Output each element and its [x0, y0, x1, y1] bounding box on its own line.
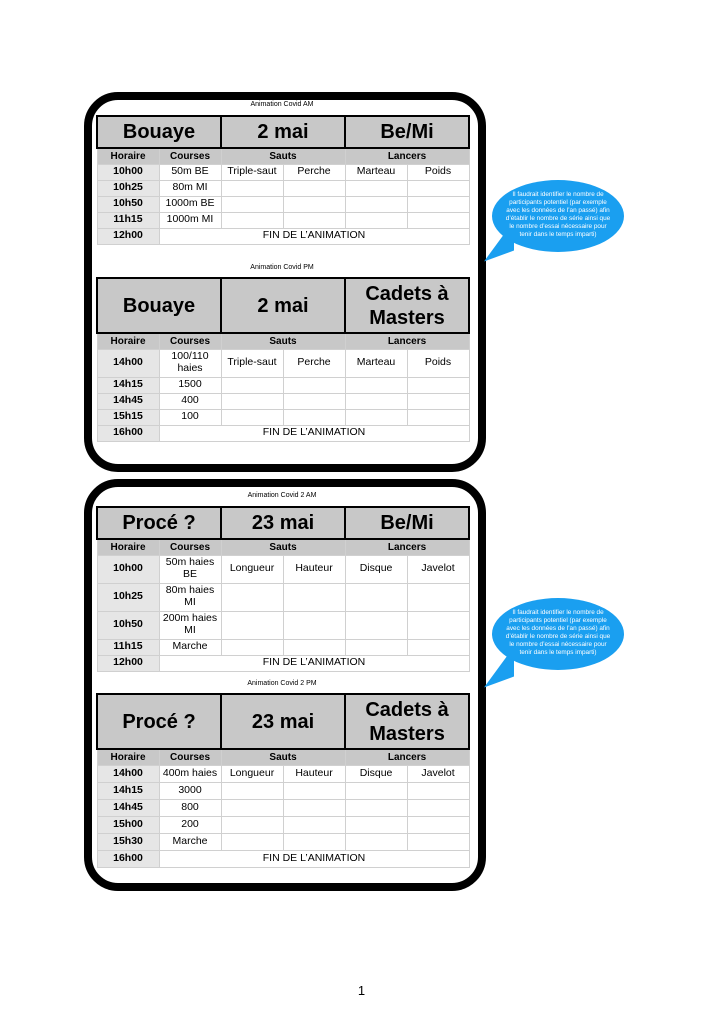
- header-horaire: Horaire: [97, 539, 159, 555]
- event-cell: Longueur: [221, 765, 283, 782]
- banner-date: 2 mai: [221, 278, 345, 333]
- empty-cell: [407, 833, 469, 850]
- empty-cell: [345, 611, 407, 639]
- table-row: [97, 377, 469, 393]
- course-cell: 1000m BE: [159, 196, 221, 212]
- event-cell: Disque: [345, 765, 407, 782]
- table-row: [97, 833, 469, 850]
- banner-location: Procé ?: [97, 694, 221, 749]
- empty-cell: [407, 212, 469, 228]
- table-row: [97, 639, 469, 655]
- event-cell: Hauteur: [283, 765, 345, 782]
- empty-cell: [407, 377, 469, 393]
- table-row: [97, 393, 469, 409]
- empty-cell: [345, 583, 407, 611]
- banner-row: [97, 507, 469, 539]
- course-cell: 50m haies BE: [159, 555, 221, 583]
- course-cell: Marche: [159, 833, 221, 850]
- empty-cell: [221, 833, 283, 850]
- time-cell: 11h15: [97, 212, 159, 228]
- empty-cell: [283, 377, 345, 393]
- schedule-table: [96, 693, 470, 868]
- banner-location: Bouaye: [97, 116, 221, 148]
- empty-cell: [407, 799, 469, 816]
- empty-cell: [221, 196, 283, 212]
- course-cell: 400m haies: [159, 765, 221, 782]
- section-title: Animation Covid PM: [250, 264, 314, 271]
- empty-cell: [283, 782, 345, 799]
- course-cell: 80m haies MI: [159, 583, 221, 611]
- empty-cell: [407, 409, 469, 425]
- table-row: [97, 164, 469, 180]
- empty-cell: [221, 583, 283, 611]
- end-row: [97, 425, 469, 441]
- schedule-table: [96, 115, 470, 245]
- table-row: [97, 349, 469, 377]
- time-cell: 10h00: [97, 164, 159, 180]
- header-horaire: Horaire: [97, 749, 159, 765]
- end-label: FIN DE L’ANIMATION: [159, 655, 469, 671]
- table-row: [97, 583, 469, 611]
- event-cell: Perche: [283, 349, 345, 377]
- event-cell: Marteau: [345, 164, 407, 180]
- table-row: [97, 799, 469, 816]
- end-row: [97, 228, 469, 244]
- time-cell: 10h50: [97, 196, 159, 212]
- table-row: [97, 816, 469, 833]
- time-cell: 10h00: [97, 555, 159, 583]
- empty-cell: [345, 799, 407, 816]
- empty-cell: [283, 409, 345, 425]
- course-cell: 1000m MI: [159, 212, 221, 228]
- table-row: [97, 765, 469, 782]
- table-row: [97, 180, 469, 196]
- header-courses: Courses: [159, 749, 221, 765]
- time-cell: 10h25: [97, 180, 159, 196]
- empty-cell: [221, 611, 283, 639]
- event-cell: Triple-saut: [221, 349, 283, 377]
- empty-cell: [283, 833, 345, 850]
- header-horaire: Horaire: [97, 333, 159, 349]
- empty-cell: [221, 799, 283, 816]
- empty-cell: [345, 212, 407, 228]
- time-cell: 15h00: [97, 816, 159, 833]
- event-cell: Javelot: [407, 555, 469, 583]
- course-cell: 100/110 haies: [159, 349, 221, 377]
- empty-cell: [345, 639, 407, 655]
- header-sauts: Sauts: [221, 148, 345, 164]
- banner-location: Bouaye: [97, 278, 221, 333]
- empty-cell: [221, 816, 283, 833]
- header-row: [97, 749, 469, 765]
- time-cell: 14h00: [97, 765, 159, 782]
- time-cell: 14h00: [97, 349, 159, 377]
- course-cell: 80m MI: [159, 180, 221, 196]
- section-title: Animation Covid AM: [250, 101, 314, 108]
- empty-cell: [407, 639, 469, 655]
- section-title: Animation Covid 2 PM: [247, 680, 317, 687]
- empty-cell: [221, 409, 283, 425]
- banner-category: Be/Mi: [345, 507, 469, 539]
- header-courses: Courses: [159, 539, 221, 555]
- time-cell: 12h00: [97, 228, 159, 244]
- time-cell: 14h45: [97, 799, 159, 816]
- course-cell: 1500: [159, 377, 221, 393]
- header-sauts: Sauts: [221, 333, 345, 349]
- empty-cell: [345, 196, 407, 212]
- banner-row: [97, 278, 469, 333]
- table-row: [97, 409, 469, 425]
- time-cell: 14h45: [97, 393, 159, 409]
- schedule-table: [96, 506, 470, 672]
- time-cell: 14h15: [97, 377, 159, 393]
- empty-cell: [221, 639, 283, 655]
- empty-cell: [407, 180, 469, 196]
- schedule-table: [96, 277, 470, 442]
- time-cell: 15h30: [97, 833, 159, 850]
- banner-date: 23 mai: [221, 694, 345, 749]
- header-courses: Courses: [159, 333, 221, 349]
- header-lancers: Lancers: [345, 148, 469, 164]
- empty-cell: [283, 583, 345, 611]
- empty-cell: [407, 782, 469, 799]
- event-cell: Poids: [407, 164, 469, 180]
- event-cell: Disque: [345, 555, 407, 583]
- empty-cell: [345, 782, 407, 799]
- header-courses: Courses: [159, 148, 221, 164]
- banner-date: 2 mai: [221, 116, 345, 148]
- course-cell: Marche: [159, 639, 221, 655]
- empty-cell: [345, 180, 407, 196]
- table-row: [97, 555, 469, 583]
- empty-cell: [283, 212, 345, 228]
- event-cell: Hauteur: [283, 555, 345, 583]
- empty-cell: [345, 833, 407, 850]
- banner-location: Procé ?: [97, 507, 221, 539]
- time-cell: 11h15: [97, 639, 159, 655]
- time-cell: 14h15: [97, 782, 159, 799]
- header-lancers: Lancers: [345, 333, 469, 349]
- header-sauts: Sauts: [221, 539, 345, 555]
- empty-cell: [283, 799, 345, 816]
- end-row: [97, 850, 469, 867]
- table-row: [97, 782, 469, 799]
- empty-cell: [407, 196, 469, 212]
- header-horaire: Horaire: [97, 148, 159, 164]
- empty-cell: [283, 611, 345, 639]
- header-row: [97, 148, 469, 164]
- banner-category: Cadets à Masters: [345, 694, 469, 749]
- event-cell: Javelot: [407, 765, 469, 782]
- banner-row: [97, 116, 469, 148]
- header-sauts: Sauts: [221, 749, 345, 765]
- course-cell: 3000: [159, 782, 221, 799]
- empty-cell: [283, 639, 345, 655]
- empty-cell: [221, 393, 283, 409]
- course-cell: 50m BE: [159, 164, 221, 180]
- speech-bubble-note: [492, 180, 624, 252]
- event-cell: Triple-saut: [221, 164, 283, 180]
- event-cell: Perche: [283, 164, 345, 180]
- page-number: 1: [357, 983, 366, 998]
- table-row: [97, 212, 469, 228]
- course-cell: 800: [159, 799, 221, 816]
- empty-cell: [221, 782, 283, 799]
- course-cell: 100: [159, 409, 221, 425]
- empty-cell: [345, 377, 407, 393]
- empty-cell: [407, 393, 469, 409]
- end-label: FIN DE L’ANIMATION: [159, 228, 469, 244]
- time-cell: 12h00: [97, 655, 159, 671]
- empty-cell: [407, 816, 469, 833]
- banner-date: 23 mai: [221, 507, 345, 539]
- note-text: Il faudrait identifier le nombre de participants potentiel (par exemple avec les données de l’an passé) afin d’établir le nombre de série ainsi que le nombre d’essai nécessaire pour tenir dans le temps imparti): [505, 191, 611, 238]
- empty-cell: [407, 611, 469, 639]
- event-cell: Marteau: [345, 349, 407, 377]
- empty-cell: [221, 212, 283, 228]
- end-label: FIN DE L’ANIMATION: [159, 425, 469, 441]
- banner-category: Be/Mi: [345, 116, 469, 148]
- course-cell: 200m haies MI: [159, 611, 221, 639]
- banner-row: [97, 694, 469, 749]
- time-cell: 16h00: [97, 850, 159, 867]
- banner-category: Cadets à Masters: [345, 278, 469, 333]
- event-cell: Poids: [407, 349, 469, 377]
- empty-cell: [283, 393, 345, 409]
- empty-cell: [345, 393, 407, 409]
- course-cell: 400: [159, 393, 221, 409]
- note-text: Il faudrait identifier le nombre de participants potentiel (par exemple avec les données de l’an passé) afin d’établir le nombre de série ainsi que le nombre d’essai nécessaire pour tenir dans le temps imparti): [505, 609, 611, 656]
- end-row: [97, 655, 469, 671]
- speech-bubble-note: [492, 598, 624, 670]
- section-title: Animation Covid 2 AM: [247, 492, 317, 499]
- table-row: [97, 196, 469, 212]
- time-cell: 10h50: [97, 611, 159, 639]
- course-cell: 200: [159, 816, 221, 833]
- time-cell: 16h00: [97, 425, 159, 441]
- empty-cell: [283, 180, 345, 196]
- empty-cell: [345, 409, 407, 425]
- empty-cell: [283, 196, 345, 212]
- event-cell: Longueur: [221, 555, 283, 583]
- header-row: [97, 539, 469, 555]
- table-row: [97, 611, 469, 639]
- header-row: [97, 333, 469, 349]
- time-cell: 10h25: [97, 583, 159, 611]
- header-lancers: Lancers: [345, 539, 469, 555]
- empty-cell: [221, 377, 283, 393]
- empty-cell: [283, 816, 345, 833]
- end-label: FIN DE L’ANIMATION: [159, 850, 469, 867]
- empty-cell: [221, 180, 283, 196]
- header-lancers: Lancers: [345, 749, 469, 765]
- empty-cell: [407, 583, 469, 611]
- time-cell: 15h15: [97, 409, 159, 425]
- empty-cell: [345, 816, 407, 833]
